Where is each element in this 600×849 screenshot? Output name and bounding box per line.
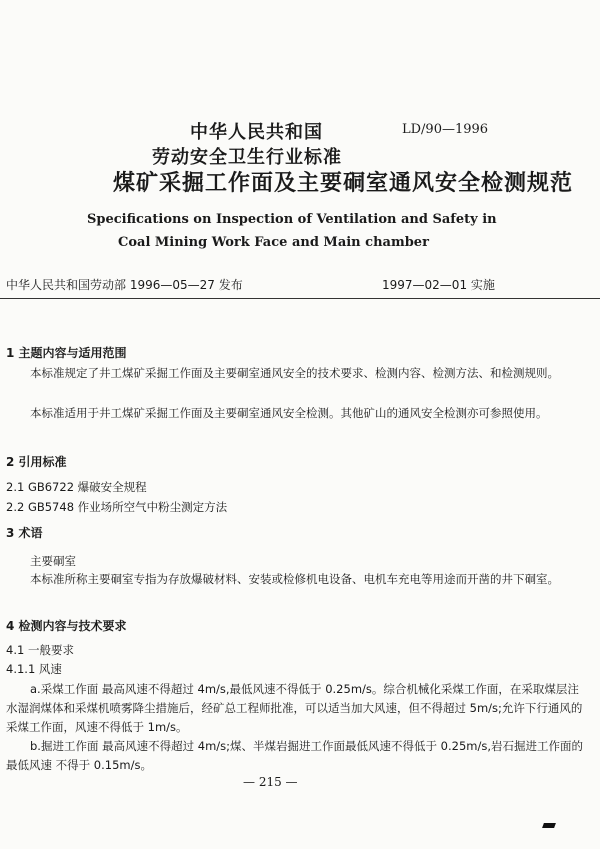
- subsection-4-1: 4.1 一般要求: [6, 643, 74, 657]
- subsection-4-1-1: 4.1.1 风速: [6, 662, 62, 676]
- item-a-coal-face: a.采煤工作面 最高风速不得超过 4m/s,最低风速不得低于 0.25m/s。综合机械化采煤工作面，在采取煤层注水湿润煤体和采煤机喷雾降尘措施后，经矿总工程师批准，可以适当加大风速，但不得超过 5m/s;允许下行通风的采煤工作面，风速不得低于 1m/s。: [6, 682, 583, 734]
- section-3-heading: 3 术语: [6, 526, 43, 540]
- section-1-heading: 1 主题内容与适用范围: [6, 346, 127, 360]
- header-divider: [0, 298, 600, 299]
- standard-category: 劳动安全卫生行业标准: [152, 147, 342, 168]
- reference-2-1: 2.1 GB6722 爆破安全规程: [6, 480, 147, 494]
- term-definition: 本标准所称主要硐室专指为存放爆破材料、安装或检修机电设备、电机车充电等用途而开凿的井下硐室。: [30, 572, 559, 586]
- english-title-line2: Coal Mining Work Face and Main chamber: [118, 235, 429, 250]
- issue-info: 中华人民共和国劳动部 1996—05—27 发布: [6, 278, 243, 292]
- section-2-heading: 2 引用标准: [6, 455, 67, 469]
- standard-code: LD/90—1996: [402, 122, 489, 137]
- page-number: — 215 —: [243, 775, 298, 789]
- item-b-heading-face: b.掘进工作面 最高风速不得超过 4m/s;煤、半煤岩掘进工作面最低风速不得低于 0.25m/s,岩石掘进工作面的最低风速 不得于 0.15m/s。: [6, 739, 584, 772]
- term-name: 主要硐室: [30, 554, 76, 568]
- effective-date: 1997—02—01 实施: [382, 278, 495, 292]
- section-1-paragraph-2: 本标准适用于井工煤矿采掘工作面及主要硐室通风安全检测。其他矿山的通风安全检测亦可参照使用。: [30, 406, 548, 420]
- scan-mark: [542, 823, 556, 828]
- document-title: 煤矿采掘工作面及主要硐室通风安全检测规范: [113, 171, 574, 196]
- reference-2-2: 2.2 GB5748 作业场所空气中粉尘测定方法: [6, 500, 228, 514]
- section-4-heading: 4 检测内容与技术要求: [6, 619, 127, 633]
- english-title-line1: Specifications on Inspection of Ventilation and Safety in: [87, 212, 497, 227]
- country-title: 中华人民共和国: [190, 122, 323, 143]
- section-1-paragraph-1: 本标准规定了井工煤矿采掘工作面及主要硐室通风安全的技术要求、检测内容、检测方法、和检测规则。: [30, 366, 559, 380]
